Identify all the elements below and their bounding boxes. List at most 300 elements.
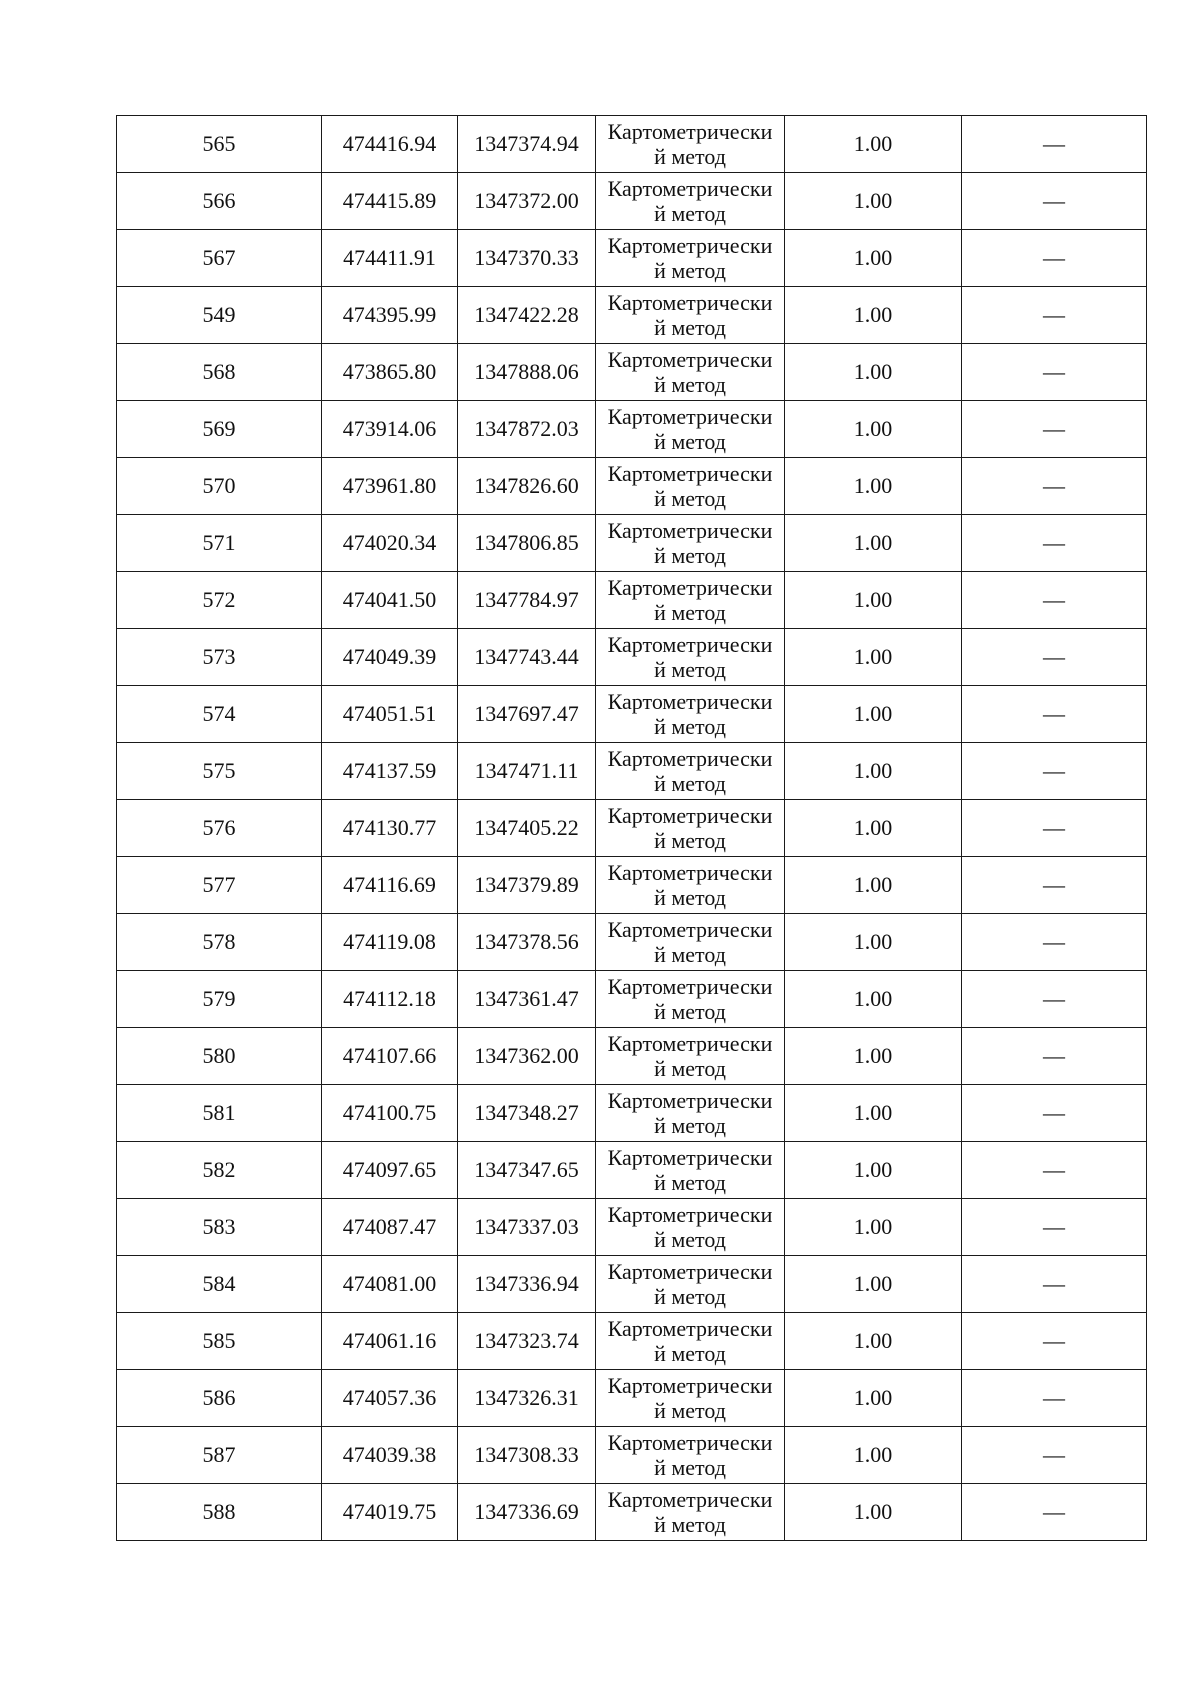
- coordinates-table-body: [117, 116, 1147, 1541]
- y-coordinate: 1347337.03: [474, 1214, 579, 1240]
- y-coordinate-cell: [458, 971, 596, 1028]
- accuracy-cell: [785, 1256, 962, 1313]
- note-dash: —: [1043, 131, 1065, 157]
- x-coordinate-cell: [322, 515, 458, 572]
- point-number: 574: [202, 701, 236, 727]
- method-line-1: Картометрически: [607, 289, 773, 315]
- x-coordinate: 474081.00: [342, 1271, 437, 1297]
- method-cell: [596, 344, 785, 401]
- table-row: [117, 173, 1147, 230]
- method-line-2: й метод: [654, 486, 726, 511]
- coordinates-table: [116, 115, 1147, 1541]
- note-dash: —: [1043, 245, 1065, 271]
- note-dash: —: [1043, 1271, 1065, 1297]
- x-coordinate: 474411.91: [343, 245, 436, 271]
- y-coordinate: 1347362.00: [474, 1043, 579, 1069]
- x-coordinate-cell: [322, 116, 458, 173]
- point-number: 578: [202, 929, 236, 955]
- y-coordinate-cell: [458, 458, 596, 515]
- point-number-cell: [117, 515, 322, 572]
- note-dash: —: [1043, 1043, 1065, 1069]
- note-dash: —: [1043, 1328, 1065, 1354]
- x-coordinate-cell: [322, 629, 458, 686]
- note-dash: —: [1043, 929, 1065, 955]
- x-coordinate-cell: [322, 401, 458, 458]
- y-coordinate-cell: [458, 1199, 596, 1256]
- point-number: 579: [202, 986, 236, 1012]
- accuracy-cell: [785, 1142, 962, 1199]
- note-cell: [962, 401, 1147, 458]
- accuracy-cell: [785, 914, 962, 971]
- point-number-cell: [117, 1427, 322, 1484]
- accuracy-value: 1.00: [853, 758, 893, 784]
- method-line-2: й метод: [654, 258, 726, 283]
- point-number: 573: [202, 644, 236, 670]
- point-number: 576: [202, 815, 236, 841]
- y-coordinate: 1347378.56: [474, 929, 579, 955]
- point-number-cell: [117, 1256, 322, 1313]
- method-cell: [596, 1370, 785, 1427]
- point-number: 575: [202, 758, 236, 784]
- point-number: 581: [202, 1100, 236, 1126]
- method-line-2: й метод: [654, 1341, 726, 1366]
- accuracy-cell: [785, 1028, 962, 1085]
- y-coordinate: 1347372.00: [474, 188, 579, 214]
- point-number-cell: [117, 230, 322, 287]
- y-coordinate-cell: [458, 116, 596, 173]
- x-coordinate-cell: [322, 914, 458, 971]
- method-line-1: Картометрически: [607, 1201, 773, 1227]
- y-coordinate-cell: [458, 1313, 596, 1370]
- point-number-cell: [117, 401, 322, 458]
- table-row: [117, 1199, 1147, 1256]
- method-cell: [596, 686, 785, 743]
- method-line-1: Картометрически: [607, 1087, 773, 1113]
- note-dash: —: [1043, 1442, 1065, 1468]
- point-number: 572: [202, 587, 236, 613]
- x-coordinate-cell: [322, 1256, 458, 1313]
- table-row: [117, 1142, 1147, 1199]
- x-coordinate-cell: [322, 230, 458, 287]
- accuracy-value: 1.00: [853, 1328, 893, 1354]
- point-number-cell: [117, 1028, 322, 1085]
- method-line-1: Картометрически: [607, 517, 773, 543]
- y-coordinate: 1347697.47: [474, 701, 579, 727]
- x-coordinate-cell: [322, 1427, 458, 1484]
- method-line-1: Картометрически: [607, 1372, 773, 1398]
- method-line-2: й метод: [654, 600, 726, 625]
- y-coordinate: 1347348.27: [474, 1100, 579, 1126]
- y-coordinate-cell: [458, 515, 596, 572]
- accuracy-cell: [785, 971, 962, 1028]
- method-cell: [596, 458, 785, 515]
- method-cell: [596, 800, 785, 857]
- note-cell: [962, 1484, 1147, 1541]
- x-coordinate-cell: [322, 857, 458, 914]
- x-coordinate: 474019.75: [342, 1499, 437, 1525]
- y-coordinate-cell: [458, 572, 596, 629]
- point-number: 568: [202, 359, 236, 385]
- note-dash: —: [1043, 188, 1065, 214]
- accuracy-value: 1.00: [853, 587, 893, 613]
- table-row: [117, 1484, 1147, 1541]
- y-coordinate: 1347806.85: [474, 530, 579, 556]
- point-number-cell: [117, 173, 322, 230]
- accuracy-value: 1.00: [853, 929, 893, 955]
- accuracy-cell: [785, 116, 962, 173]
- y-coordinate: 1347336.94: [474, 1271, 579, 1297]
- method-cell: [596, 230, 785, 287]
- method-line-1: Картометрически: [607, 232, 773, 258]
- method-cell: [596, 173, 785, 230]
- point-number-cell: [117, 1199, 322, 1256]
- method-line-2: й метод: [654, 144, 726, 169]
- method-line-2: й метод: [654, 429, 726, 454]
- point-number-cell: [117, 287, 322, 344]
- table-row: [117, 401, 1147, 458]
- method-cell: [596, 1484, 785, 1541]
- y-coordinate-cell: [458, 1484, 596, 1541]
- table-row: [117, 344, 1147, 401]
- accuracy-value: 1.00: [853, 359, 893, 385]
- method-line-1: Картометрически: [607, 1144, 773, 1170]
- method-line-2: й метод: [654, 942, 726, 967]
- x-coordinate-cell: [322, 287, 458, 344]
- table-row: [117, 572, 1147, 629]
- method-line-1: Картометрически: [607, 574, 773, 600]
- method-line-2: й метод: [654, 999, 726, 1024]
- method-line-1: Картометрически: [607, 1429, 773, 1455]
- method-line-2: й метод: [654, 1170, 726, 1195]
- method-line-1: Картометрически: [607, 403, 773, 429]
- y-coordinate: 1347374.94: [474, 131, 579, 157]
- method-line-1: Картометрически: [607, 745, 773, 771]
- y-coordinate: 1347405.22: [474, 815, 579, 841]
- method-line-1: Картометрически: [607, 916, 773, 942]
- note-dash: —: [1043, 1499, 1065, 1525]
- table-row: [117, 800, 1147, 857]
- x-coordinate: 474097.65: [342, 1157, 437, 1183]
- x-coordinate: 473865.80: [342, 359, 437, 385]
- method-line-1: Картометрически: [607, 1030, 773, 1056]
- method-line-2: й метод: [654, 201, 726, 226]
- x-coordinate: 474020.34: [342, 530, 437, 556]
- accuracy-cell: [785, 572, 962, 629]
- note-cell: [962, 458, 1147, 515]
- x-coordinate: 474119.08: [343, 929, 436, 955]
- method-line-2: й метод: [654, 315, 726, 340]
- note-cell: [962, 287, 1147, 344]
- method-cell: [596, 1427, 785, 1484]
- method-line-2: й метод: [654, 771, 726, 796]
- y-coordinate: 1347743.44: [474, 644, 579, 670]
- note-dash: —: [1043, 1157, 1065, 1183]
- point-number: 583: [202, 1214, 236, 1240]
- table-row: [117, 743, 1147, 800]
- note-cell: [962, 629, 1147, 686]
- note-dash: —: [1043, 815, 1065, 841]
- accuracy-cell: [785, 401, 962, 458]
- accuracy-value: 1.00: [853, 302, 893, 328]
- y-coordinate-cell: [458, 800, 596, 857]
- note-cell: [962, 686, 1147, 743]
- method-cell: [596, 287, 785, 344]
- y-coordinate-cell: [458, 1085, 596, 1142]
- accuracy-value: 1.00: [853, 1499, 893, 1525]
- point-number: 570: [202, 473, 236, 499]
- note-dash: —: [1043, 986, 1065, 1012]
- y-coordinate: 1347784.97: [474, 587, 579, 613]
- accuracy-cell: [785, 173, 962, 230]
- table-row: [117, 116, 1147, 173]
- note-cell: [962, 116, 1147, 173]
- method-line-1: Картометрически: [607, 973, 773, 999]
- note-cell: [962, 971, 1147, 1028]
- point-number-cell: [117, 116, 322, 173]
- point-number: 577: [202, 872, 236, 898]
- accuracy-value: 1.00: [853, 644, 893, 670]
- method-line-1: Картометрически: [607, 175, 773, 201]
- x-coordinate: 474049.39: [342, 644, 437, 670]
- method-cell: [596, 914, 785, 971]
- y-coordinate: 1347336.69: [474, 1499, 579, 1525]
- method-cell: [596, 401, 785, 458]
- note-cell: [962, 572, 1147, 629]
- point-number: 587: [202, 1442, 236, 1468]
- x-coordinate-cell: [322, 686, 458, 743]
- method-line-2: й метод: [654, 714, 726, 739]
- point-number-cell: [117, 857, 322, 914]
- y-coordinate: 1347323.74: [474, 1328, 579, 1354]
- accuracy-cell: [785, 230, 962, 287]
- point-number-cell: [117, 1370, 322, 1427]
- x-coordinate: 474130.77: [342, 815, 437, 841]
- y-coordinate-cell: [458, 173, 596, 230]
- accuracy-cell: [785, 800, 962, 857]
- accuracy-value: 1.00: [853, 1043, 893, 1069]
- point-number: 585: [202, 1328, 236, 1354]
- method-line-1: Картометрически: [607, 118, 773, 144]
- x-coordinate: 474039.38: [342, 1442, 437, 1468]
- accuracy-cell: [785, 857, 962, 914]
- method-cell: [596, 1313, 785, 1370]
- method-cell: [596, 515, 785, 572]
- method-line-2: й метод: [654, 1512, 726, 1537]
- note-dash: —: [1043, 302, 1065, 328]
- table-row: [117, 458, 1147, 515]
- note-dash: —: [1043, 758, 1065, 784]
- method-line-1: Картометрически: [607, 631, 773, 657]
- table-row: [117, 1256, 1147, 1313]
- x-coordinate-cell: [322, 1142, 458, 1199]
- note-cell: [962, 1427, 1147, 1484]
- note-cell: [962, 344, 1147, 401]
- y-coordinate: 1347308.33: [474, 1442, 579, 1468]
- method-cell: [596, 1028, 785, 1085]
- accuracy-cell: [785, 1427, 962, 1484]
- method-line-2: й метод: [654, 1056, 726, 1081]
- point-number: 569: [202, 416, 236, 442]
- point-number: 571: [202, 530, 236, 556]
- method-line-1: Картометрически: [607, 688, 773, 714]
- point-number: 582: [202, 1157, 236, 1183]
- y-coordinate-cell: [458, 857, 596, 914]
- method-line-2: й метод: [654, 828, 726, 853]
- table-row: [117, 1085, 1147, 1142]
- method-cell: [596, 1256, 785, 1313]
- y-coordinate: 1347379.89: [474, 872, 579, 898]
- point-number: 584: [202, 1271, 236, 1297]
- point-number-cell: [117, 914, 322, 971]
- accuracy-value: 1.00: [853, 1214, 893, 1240]
- method-line-1: Картометрически: [607, 1315, 773, 1341]
- point-number-cell: [117, 629, 322, 686]
- point-number-cell: [117, 344, 322, 401]
- note-cell: [962, 230, 1147, 287]
- note-dash: —: [1043, 701, 1065, 727]
- note-cell: [962, 1313, 1147, 1370]
- note-cell: [962, 1256, 1147, 1313]
- y-coordinate-cell: [458, 1028, 596, 1085]
- table-row: [117, 1028, 1147, 1085]
- x-coordinate: 473914.06: [342, 416, 437, 442]
- x-coordinate-cell: [322, 344, 458, 401]
- y-coordinate: 1347888.06: [474, 359, 579, 385]
- point-number-cell: [117, 971, 322, 1028]
- x-coordinate: 474112.18: [343, 986, 436, 1012]
- point-number-cell: [117, 686, 322, 743]
- table-row: [117, 287, 1147, 344]
- note-cell: [962, 1085, 1147, 1142]
- note-cell: [962, 1028, 1147, 1085]
- x-coordinate: 474057.36: [342, 1385, 437, 1411]
- x-coordinate: 474051.51: [342, 701, 437, 727]
- table-row: [117, 629, 1147, 686]
- y-coordinate: 1347361.47: [474, 986, 579, 1012]
- accuracy-cell: [785, 743, 962, 800]
- accuracy-value: 1.00: [853, 245, 893, 271]
- accuracy-value: 1.00: [853, 872, 893, 898]
- note-cell: [962, 1199, 1147, 1256]
- y-coordinate: 1347422.28: [474, 302, 579, 328]
- table-row: [117, 686, 1147, 743]
- x-coordinate-cell: [322, 458, 458, 515]
- point-number: 549: [202, 302, 236, 328]
- accuracy-value: 1.00: [853, 1100, 893, 1126]
- x-coordinate: 474137.59: [342, 758, 437, 784]
- note-cell: [962, 800, 1147, 857]
- method-cell: [596, 629, 785, 686]
- accuracy-cell: [785, 686, 962, 743]
- table-row: [117, 1313, 1147, 1370]
- note-dash: —: [1043, 359, 1065, 385]
- x-coordinate: 474395.99: [342, 302, 437, 328]
- method-line-2: й метод: [654, 1398, 726, 1423]
- accuracy-value: 1.00: [853, 131, 893, 157]
- y-coordinate-cell: [458, 629, 596, 686]
- y-coordinate: 1347347.65: [474, 1157, 579, 1183]
- point-number-cell: [117, 800, 322, 857]
- x-coordinate-cell: [322, 800, 458, 857]
- point-number-cell: [117, 572, 322, 629]
- note-cell: [962, 743, 1147, 800]
- note-cell: [962, 515, 1147, 572]
- note-dash: —: [1043, 1385, 1065, 1411]
- method-line-1: Картометрически: [607, 460, 773, 486]
- y-coordinate-cell: [458, 230, 596, 287]
- note-cell: [962, 1142, 1147, 1199]
- method-line-2: й метод: [654, 372, 726, 397]
- method-cell: [596, 857, 785, 914]
- note-dash: —: [1043, 530, 1065, 556]
- method-line-1: Картометрически: [607, 802, 773, 828]
- point-number: 586: [202, 1385, 236, 1411]
- x-coordinate-cell: [322, 173, 458, 230]
- y-coordinate: 1347826.60: [474, 473, 579, 499]
- accuracy-cell: [785, 1313, 962, 1370]
- point-number-cell: [117, 458, 322, 515]
- method-line-2: й метод: [654, 657, 726, 682]
- table-row: [117, 857, 1147, 914]
- y-coordinate-cell: [458, 686, 596, 743]
- x-coordinate: 474041.50: [342, 587, 437, 613]
- y-coordinate-cell: [458, 1142, 596, 1199]
- method-line-2: й метод: [654, 1455, 726, 1480]
- method-cell: [596, 1085, 785, 1142]
- note-dash: —: [1043, 644, 1065, 670]
- y-coordinate-cell: [458, 287, 596, 344]
- method-line-1: Картометрически: [607, 1258, 773, 1284]
- table-row: [117, 230, 1147, 287]
- x-coordinate-cell: [322, 1028, 458, 1085]
- accuracy-cell: [785, 515, 962, 572]
- method-cell: [596, 572, 785, 629]
- note-dash: —: [1043, 1100, 1065, 1126]
- accuracy-cell: [785, 1199, 962, 1256]
- accuracy-value: 1.00: [853, 530, 893, 556]
- y-coordinate: 1347370.33: [474, 245, 579, 271]
- method-cell: [596, 116, 785, 173]
- y-coordinate-cell: [458, 1256, 596, 1313]
- x-coordinate: 474116.69: [343, 872, 436, 898]
- y-coordinate-cell: [458, 1427, 596, 1484]
- note-dash: —: [1043, 872, 1065, 898]
- method-line-1: Картометрически: [607, 1486, 773, 1512]
- method-line-2: й метод: [654, 1227, 726, 1252]
- x-coordinate-cell: [322, 1313, 458, 1370]
- point-number: 588: [202, 1499, 236, 1525]
- method-cell: [596, 971, 785, 1028]
- accuracy-cell: [785, 1484, 962, 1541]
- x-coordinate-cell: [322, 1370, 458, 1427]
- point-number-cell: [117, 743, 322, 800]
- accuracy-cell: [785, 287, 962, 344]
- y-coordinate-cell: [458, 1370, 596, 1427]
- y-coordinate: 1347326.31: [474, 1385, 579, 1411]
- x-coordinate-cell: [322, 971, 458, 1028]
- accuracy-cell: [785, 1370, 962, 1427]
- accuracy-value: 1.00: [853, 1157, 893, 1183]
- x-coordinate: 474087.47: [342, 1214, 437, 1240]
- y-coordinate: 1347872.03: [474, 416, 579, 442]
- method-line-2: й метод: [654, 1284, 726, 1309]
- y-coordinate-cell: [458, 344, 596, 401]
- point-number-cell: [117, 1142, 322, 1199]
- point-number-cell: [117, 1484, 322, 1541]
- table-row: [117, 515, 1147, 572]
- accuracy-value: 1.00: [853, 1442, 893, 1468]
- accuracy-value: 1.00: [853, 1385, 893, 1411]
